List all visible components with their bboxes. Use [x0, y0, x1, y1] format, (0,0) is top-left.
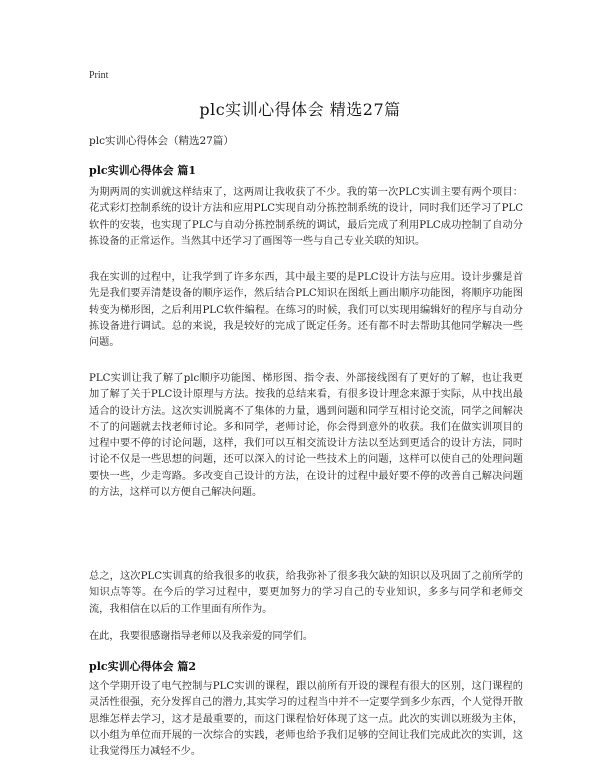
document-title: plc实训心得体会 精选27篇 — [199, 100, 401, 119]
section-heading-2: plc实训心得体会 篇2 — [89, 660, 197, 673]
document-subtitle: plc实训心得体会（精选27篇） — [89, 135, 234, 147]
paragraph: 这个学期开设了电气控制与PLC实训的课程，跟以前所有开设的课程有很大的区别，这门课程的灵活性很强，充分发挥自己的潜力,其实学习的过程当中并不一定要学到多少东西，个人觉得开散思维怎样去学习，这才是最重要的，而这门课程恰好体现了这一点。此次的实训以班级为主体，以小组为单位而开展的一次综合的实践，老师也给予我们足够的空间让我们完成此次的实训，这让我觉得压力减轻不少。 — [89, 681, 523, 758]
section-heading-1: plc实训心得体会 篇1 — [89, 164, 197, 177]
paragraph: 在此，我要很感谢指导老师以及我亲爱的同学们。 — [89, 631, 314, 642]
print-label[interactable]: Print — [89, 70, 109, 81]
paragraph: 我在实训的过程中，让我学到了许多东西，其中最主要的是PLC设计方法与应用。设计步骤是首先是我们要弄清楚设备的顺序运作，然后结合PLC知识在图纸上画出顺序功能图，将顺序功能图转变为梯形图，之后利用PLC软件编程。在练习的时候，我们可以实现用编辑好的程序与自动分拣设备进行调试。总的来说，我是较好的完成了既定任务。还有都不时去帮助其他同学解决一些问题。 — [89, 272, 523, 349]
paragraph: 为期两周的实训就这样结束了，这两周让我收获了不少。我的第一次PLC实训主要有两个项目：花式彩灯控制系统的设计方法和应用PLC实现自动分拣控制系统的设计，同时我们还学习了PLC软件的安装，也实现了PLC与自动分拣控制系统的调试，最后完成了利用PLC成功控制了自动分拣设备的正常运作。当然其中还学习了画图等一些与自己专业关联的知识。 — [89, 187, 523, 247]
paragraph: 总之，这次PLC实训真的给我很多的收获，给我弥补了很多我欠缺的知识以及巩固了之前所学的知识点等等。在今后的学习过程中，要更加努力的学习自己的专业知识，多多与同学和老师交流，我相信在以后的工作里面有所作为。 — [89, 571, 523, 615]
paragraph: PLC实训让我了解了plc顺序功能图、梯形图、指令表、外部接线图有了更好的了解，也让我更加了解了关于PLC设计原理与方法。按我的总结来看，有很多设计理念来源于实际，从中找出最适合的设计方法。这次实训脱离不了集体的力量，遇到问题和同学互相讨论交流，同学之间解决不了的问题就去找老师讨论。多和同学，老师讨论，你会得到意外的收获。我们在做实训项目的过程中要不停的讨论问题，这样，我们可以互相交流设计方法以至达到更适合的设计方法，同时讨论不仅是一些思想的问题，还可以深入的讨论一些技术上的问题，这样可以使自己的处理问题要快一些，少走弯路。多改变自己设计的方法，在设计的过程中最好要不停的改善自己解决问题的方法，这样可以方便自己解决问题。 — [89, 373, 523, 499]
